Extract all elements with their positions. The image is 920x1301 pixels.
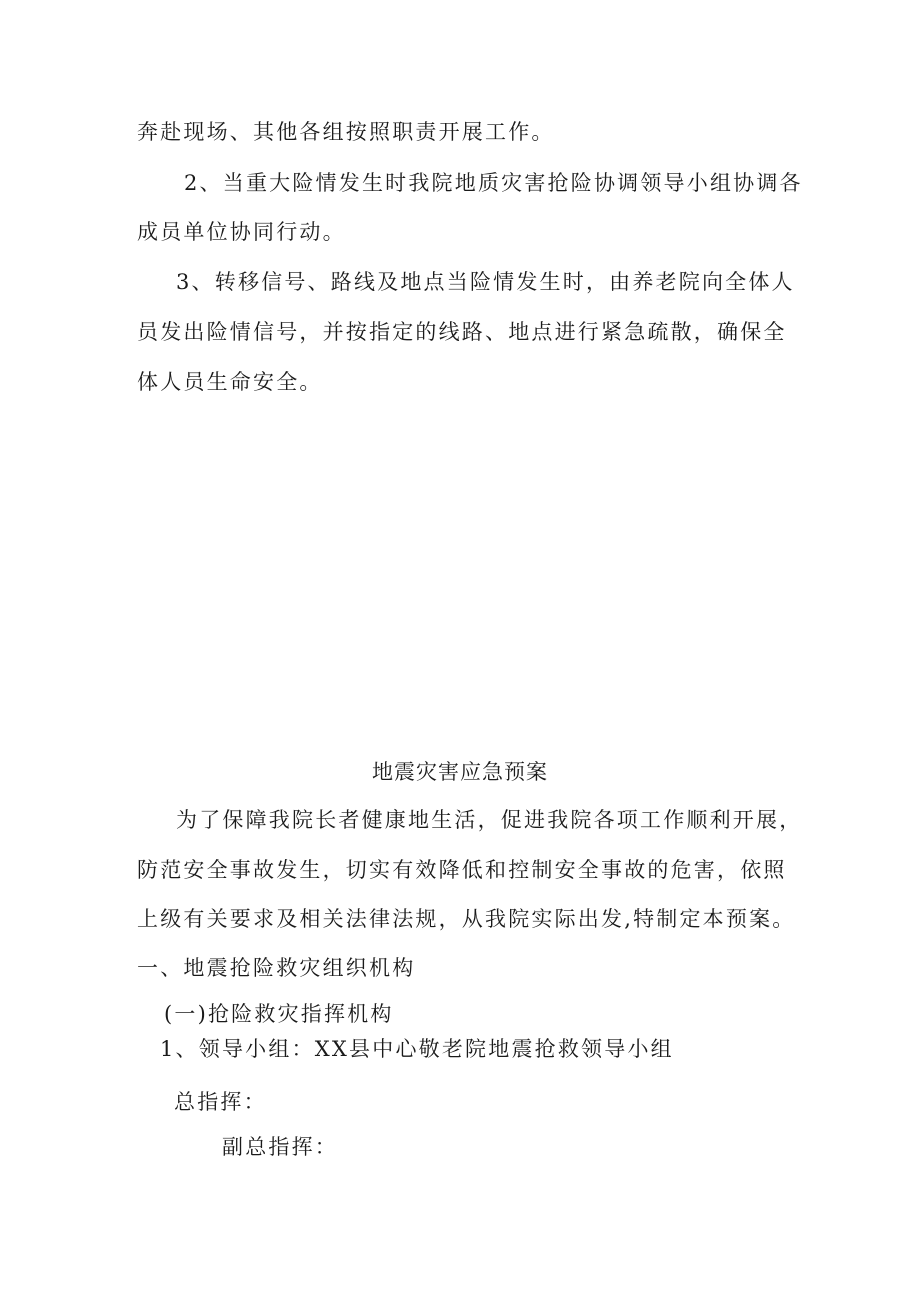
text-line: 为了保障我院长者健康地生活，促进我院各项工作顺利开展， <box>176 808 803 832</box>
text-line: 2、当重大险情发生时我院地质灾害抢险协调领导小组协调各 <box>184 171 803 195</box>
text-line: 上级有关要求及相关法律法规，从我院实际出发,特制定本预案。 <box>137 907 796 931</box>
text-line: 成员单位协同行动。 <box>137 220 346 244</box>
deputy-commander-label: 副总指挥： <box>222 1135 338 1159</box>
text-line: 奔赴现场、其他各组按照职责开展工作。 <box>137 120 555 144</box>
list-item: 1、领导小组：XX县中心敬老院地震抢救领导小组 <box>160 1037 674 1061</box>
text-line: 体人员生命安全。 <box>137 370 323 394</box>
text-line: 防范安全事故发生，切实有效降低和控制安全事故的危害，依照 <box>137 858 787 882</box>
section-heading: 一、地震抢险救灾组织机构 <box>137 956 416 980</box>
text-line: 3、转移信号、路线及地点当险情发生时，由养老院向全体人 <box>176 270 795 294</box>
commander-label: 总指挥： <box>174 1090 267 1114</box>
text-line: 员发出险情信号，并按指定的线路、地点进行紧急疏散，确保全 <box>137 320 787 344</box>
document-title: 地震灾害应急预案 <box>372 760 548 784</box>
subsection-heading: (一)抢险救灾指挥机构 <box>164 1002 394 1026</box>
